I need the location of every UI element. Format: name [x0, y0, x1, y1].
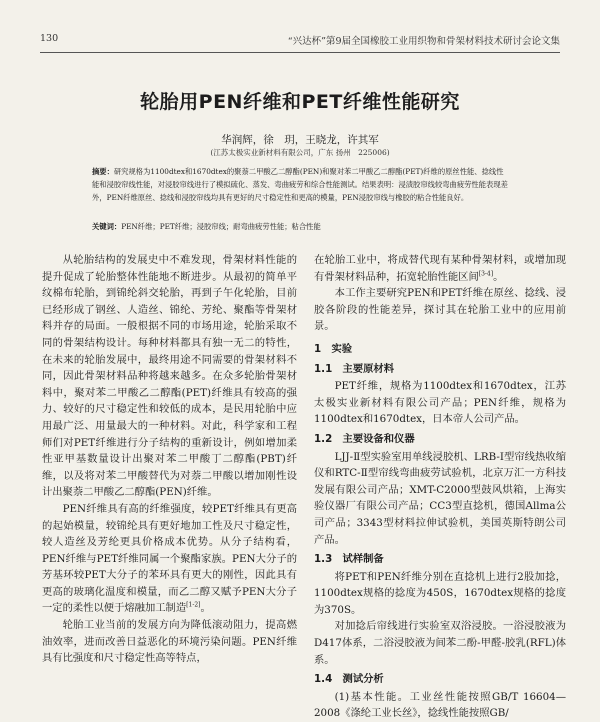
right-column [314, 252, 566, 722]
section-heading: 1 实验 [314, 342, 353, 355]
citation-ref: [3-4] [478, 270, 494, 278]
running-header [40, 33, 560, 49]
body-text: 。 [200, 602, 211, 615]
left-column [42, 252, 297, 667]
keywords-label: 关键词： [92, 222, 122, 231]
body-paragraph: PET纤维，规格为1100dtex和1670dtex，江苏太极实业新材料有限公司产品；PEN纤维，规格为1100dtex和1670dtex，日本帝人公司产品。 [314, 380, 566, 426]
body-paragraph: LJJ-Ⅱ型实验室用单线浸胶机、LRB-Ⅰ型帘线热收缩仪和RTC-Ⅱ型帘线弯曲疲劳试验机，北京万汇一方科技发展有限公司产品；XMT-C2000型鼓风烘箱，上海实验仪器厂有限公司产品；CC3型直捻机，德国Allma公司产品；3343型材料拉伸试验机，美国英斯特朗公司产品。 [314, 450, 566, 546]
body-paragraph: 从轮胎结构的发展史中不难发现，骨架材料性能的提升促成了轮胎整体性能地不断进步。从最初的简单平纹棉布轮胎，到锦纶斜交轮胎，再到子午化轮胎，目前已经形成了钢丝、人造丝、锦纶、芳纶、聚酯等骨架材料并存的局面。一般根据不同的市场用途，轮胎采取不同的骨架结构设计。每种材料都具有独一无二的特性，在未来的轮胎发展中，最终用途不同需要的骨架材料不同，因此骨架材料品种将越来越多。在众多轮胎骨架材料中，聚对苯二甲酸乙二醇酯(PET)纤维具有较高的强力、较好的尺寸稳定性和较低的成本，是民用轮胎中应用最广泛、用量最大的一种材料。对此，科学家和工程师们对PET纤维进行分子结构的重新设计，例如增加柔性亚甲基数量设计出聚对苯二甲酸丁二醇酯(PBT)纤维，以及将对苯二甲酸替代为对萘二甲酸以增加刚性设计出聚萘二甲酸乙二醇酯(PEN)纤维。 [42, 254, 297, 499]
keywords-text: PEN纤维；PET纤维；浸胶帘线；耐弯曲疲劳性能；粘合性能 [121, 222, 321, 231]
citation-ref: [1-2] [186, 602, 201, 610]
subsection-heading: 1.1 主要原材料 [314, 362, 395, 375]
body-paragraph: 本工作主要研究PEN和PET纤维在原丝、捻线、浸胶各阶段的性能差异，探讨其在轮胎工业中的应用前景。 [314, 287, 566, 333]
body-paragraph: (1)基本性能。工业丝性能按照GB/T 16604—2008《涤纶工业长丝》，捻线性能按照GB/ [314, 690, 566, 720]
proceedings-title: “兴达杯”第9届全国橡胶工业用织物和骨架材料技术研讨会论文集 [287, 36, 560, 47]
subsection-heading: 1.3 试样制备 [314, 553, 384, 566]
keywords [92, 221, 510, 232]
abstract-label: 摘要： [92, 167, 114, 176]
body-paragraph: 轮胎工业当前的发展方向为降低滚动阻力，提高燃油效率，进而改善日益恶化的环境污染问题。PEN纤维具有比强度和尺寸稳定性高等特点， [42, 619, 297, 665]
body-paragraph: 将PET和PEN纤维分别在直捻机上进行2股加捻，1100dtex规格的捻度为450S，1670dtex规格的捻度为370S。 [314, 570, 566, 616]
body-text: PEN纤维具有高的纤维强度，较PET纤维具有更高的起始模量，较锦纶具有更好地加工性及尺寸稳定性，较人造丝及芳纶更具价格成本优势。从分子结构看，PEN纤维与PET纤维同属一个聚酯家族。PEN大分子的芳基环较PET大分子的苯环具有更大的刚性，因此具有更高的玻璃化温度和模量，而乙二醇又赋予PEN大分子一定的柔性以便于熔融加工制造 [42, 502, 297, 615]
header-divider [40, 52, 560, 53]
body-paragraph [42, 501, 297, 617]
paper-authors: 华润辉，徐 玥，王晓龙，许其军 [221, 134, 379, 146]
page-number: 130 [40, 33, 59, 44]
body-paragraph: 对加捻后帘线进行实验室双浴浸胶。一浴浸胶液为D417体系，二浴浸胶液为间苯二酚-甲醛-胶乳(RFL)体系。 [314, 620, 566, 666]
abstract [92, 165, 510, 204]
body-paragraph [314, 252, 566, 285]
body-text: 。 [493, 270, 504, 283]
paper-affiliation: (江苏太极实业新材料有限公司，广东 扬州 225006) [210, 148, 390, 157]
subsection-heading: 1.4 测试分析 [314, 673, 384, 686]
abstract-text: 研究规格为1100dtex和1670dtex的聚萘二甲酸乙二醇酯(PEN)和聚对苯二甲酸乙二醇酯(PET)纤维的原丝性能、捻线性能和浸胶帘线性能，对浸胶帘线进行了模拟硫化、蒸发、弯曲疲劳和综合性能测试。结果表明：浸渍胶帘线较弯曲疲劳性能表现差外，PEN纤维原丝、捻线和浸胶帘线均具有更好的尺寸稳定性和更高的模量，PEN浸胶帘线与橡胶的粘合性能良好。 [92, 167, 508, 202]
paper-title: 轮胎用PEN纤维和PET纤维性能研究 [140, 91, 460, 113]
subsection-heading: 1.2 主要设备和仪器 [314, 432, 415, 445]
body-text: 在轮胎工业中，将成替代现有某种骨架材料，或增加现有骨架材料品种，拓宽轮胎性能区间 [314, 254, 566, 283]
